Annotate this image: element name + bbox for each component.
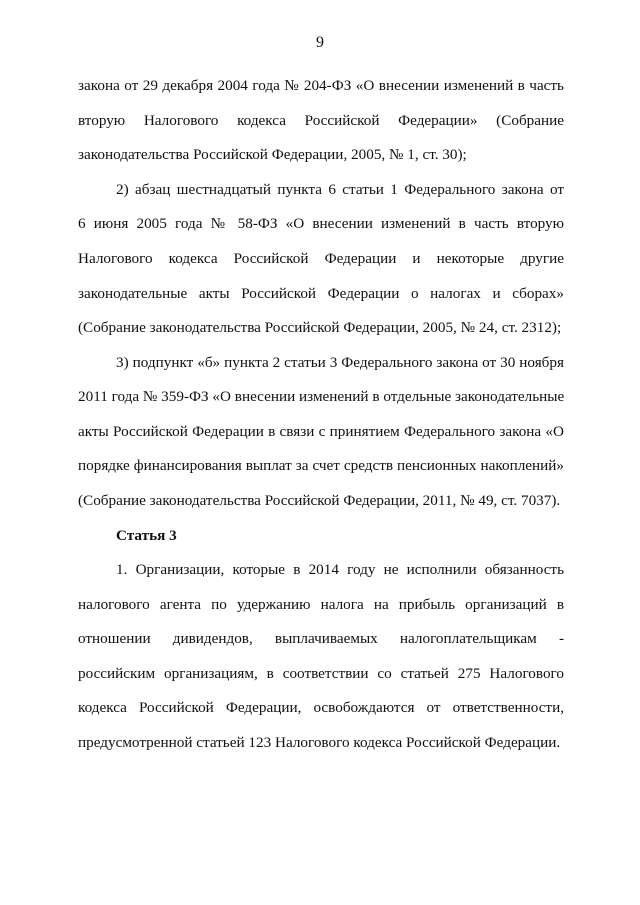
text-line: предусмотренной статьей 123 Налогового кодекса Российской Федерации. [78, 734, 561, 751]
text-line: 2) абзац шестнадцатый пункта 6 статьи 1 Федерального закона от [116, 181, 564, 198]
text-line: (Собрание законодательства Российской Федерации, 2011, № 49, ст. 7037). [78, 492, 561, 509]
text-line: 1. Организации, которые в 2014 году не исполнили обязанность [116, 561, 564, 578]
text-line: порядке финансирования выплат за счет средств пенсионных накоплений» [78, 457, 564, 474]
text-line: кодекса Российской Федерации, освобождаются от ответственности, [78, 699, 564, 716]
text-line: законодательства Российской Федерации, 2005, № 1, ст. 30); [78, 146, 467, 163]
text-line: 3) подпункт «б» пункта 2 статьи 3 Федерального закона от 30 ноября [116, 354, 564, 371]
page-number: 9 [316, 34, 324, 51]
text-line: 6 июня 2005 года № 58-ФЗ «О внесении изменений в часть вторую [78, 215, 564, 232]
text-line: вторую Налогового кодекса Российской Федерации» (Собрание [78, 112, 564, 129]
text-line: отношении дивидендов, выплачиваемых налогоплательщикам - [78, 630, 564, 647]
text-line: законодательные акты Российской Федерации о налогах и сборах» [78, 285, 564, 302]
article-heading: Статья 3 [116, 527, 177, 544]
text-line: Налогового кодекса Российской Федерации и некоторые другие [78, 250, 564, 267]
text-line: 2011 года № 359-ФЗ «О внесении изменений в отдельные законодательные [78, 388, 565, 405]
text-line: закона от 29 декабря 2004 года № 204-ФЗ «О внесении изменений в часть [78, 77, 564, 94]
text-line: российским организациям, в соответствии со статьей 275 Налогового [78, 665, 564, 682]
text-line: акты Российской Федерации в связи с принятием Федерального закона «О [78, 423, 564, 440]
text-line: (Собрание законодательства Российской Федерации, 2005, № 24, ст. 2312); [78, 319, 562, 336]
text-line: налогового агента по удержанию налога на прибыль организаций в [78, 596, 564, 613]
